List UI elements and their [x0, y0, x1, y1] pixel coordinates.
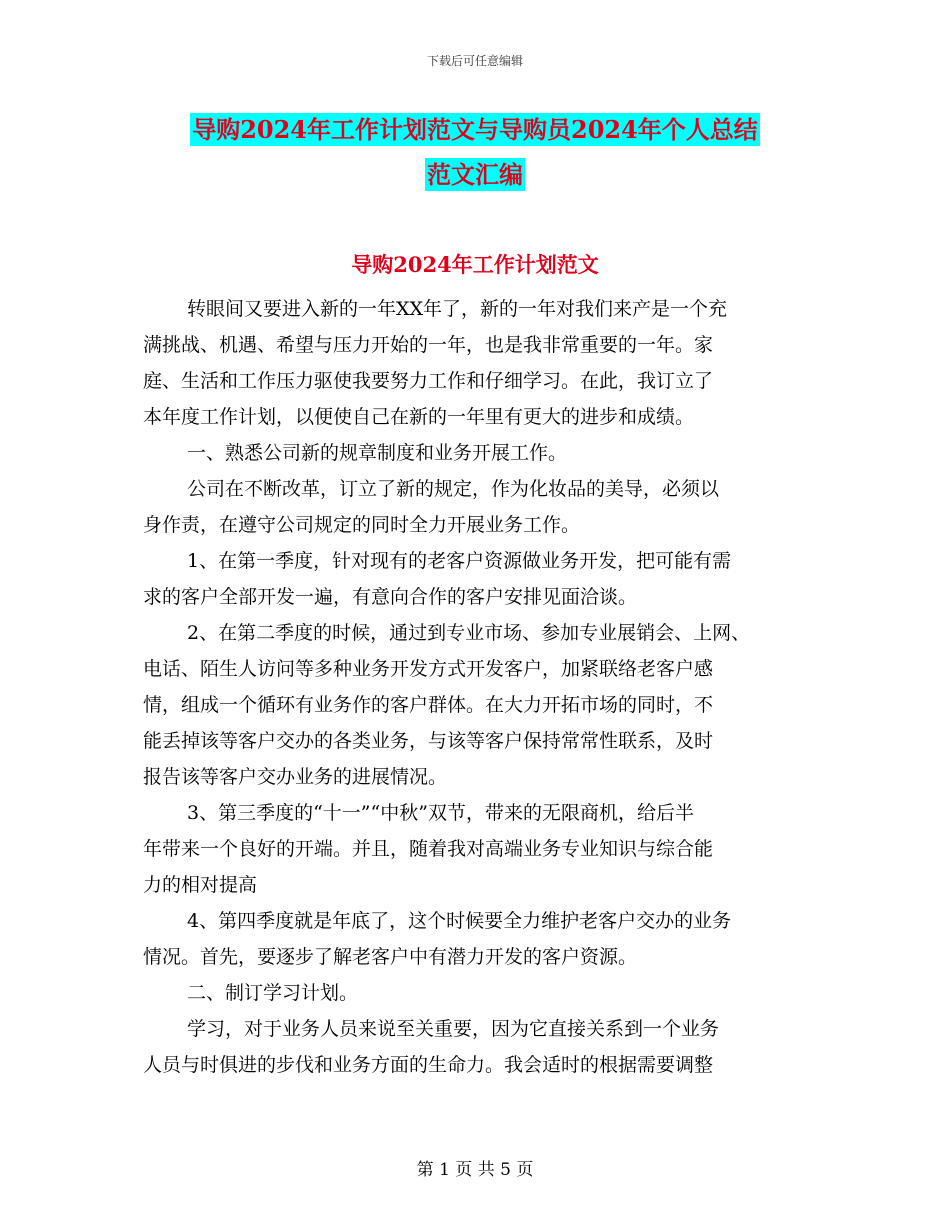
paragraph-line: 1、在第一季度，针对现有的老客户资源做业务开发，把可能有需: [187, 550, 732, 572]
paragraph-line: 3、第三季度的“十一”“中秋”双节，带来的无限商机，给后半: [187, 802, 694, 824]
paragraph-line: 二、制订学习计划。: [187, 982, 359, 1004]
section-title: 导购2024年工作计划范文: [351, 252, 599, 277]
body-text: [143, 291, 823, 1083]
page-footer: 第 1 页 共 5 页: [416, 1160, 534, 1180]
header-note: 下载后可任意编辑: [426, 54, 523, 68]
paragraph-line: 力的相对提高: [143, 874, 258, 896]
paragraph-line: 年带来一个良好的开端。并且，随着我对高端业务专业知识与综合能: [143, 838, 714, 860]
paragraph-line: 一、熟悉公司新的规章制度和业务开展工作。: [187, 442, 568, 464]
paragraph-line: 人员与时俱进的步伐和业务方面的生命力。我会适时的根据需要调整: [143, 1054, 714, 1076]
paragraph-line: 学习，对于业务人员来说至关重要，因为它直接关系到一个业务: [187, 1018, 720, 1040]
title-highlight-1: 导购2024年工作计划范文与导购员2024年个人总结: [192, 115, 758, 144]
paragraph-line: 本年度工作计划，以便使自己在新的一年里有更大的进步和成绩。: [143, 406, 695, 428]
document-title-line-1: [0, 110, 950, 145]
paragraph-line: 庭、生活和工作压力驱使我要努力工作和仔细学习。在此，我订立了: [143, 370, 714, 392]
paragraph-line: 4、第四季度就是年底了，这个时候要全力维护老客户交办的业务: [187, 910, 732, 932]
paragraph-line: 情，组成一个循环有业务作的客户群体。在大力开拓市场的同时，不: [143, 694, 714, 716]
paragraph-line: 2、在第二季度的时候，通过到专业市场、参加专业展销会、上网、: [187, 622, 751, 644]
paragraph-line: 公司在不断改革，订立了新的规定，作为化妆品的美导，必须以: [187, 478, 720, 500]
document-title-line-2: [0, 155, 950, 190]
paragraph-line: 满挑战、机遇、希望与压力开始的一年，也是我非常重要的一年。家: [143, 334, 714, 356]
paragraph-line: 电话、陌生人访问等多种业务开发方式开发客户，加紧联络老客户感: [143, 658, 714, 680]
paragraph-line: 能丢掉该等客户交办的各类业务，与该等客户保持常常性联系，及时: [143, 730, 714, 752]
paragraph-line: 报告该等客户交办业务的进展情况。: [143, 766, 448, 788]
paragraph-line: 转眼间又要进入新的一年XX年了，新的一年对我们来产是一个充: [187, 298, 728, 320]
paragraph-line: 求的客户全部开发一遍，有意向合作的客户安排见面洽谈。: [143, 586, 638, 608]
paragraph-line: 身作责，在遵守公司规定的同时全力开展业务工作。: [143, 514, 581, 536]
paragraph-line: 情况。首先，要逐步了解老客户中有潜力开发的客户资源。: [143, 946, 638, 968]
title-highlight-2: 范文汇编: [427, 160, 523, 189]
